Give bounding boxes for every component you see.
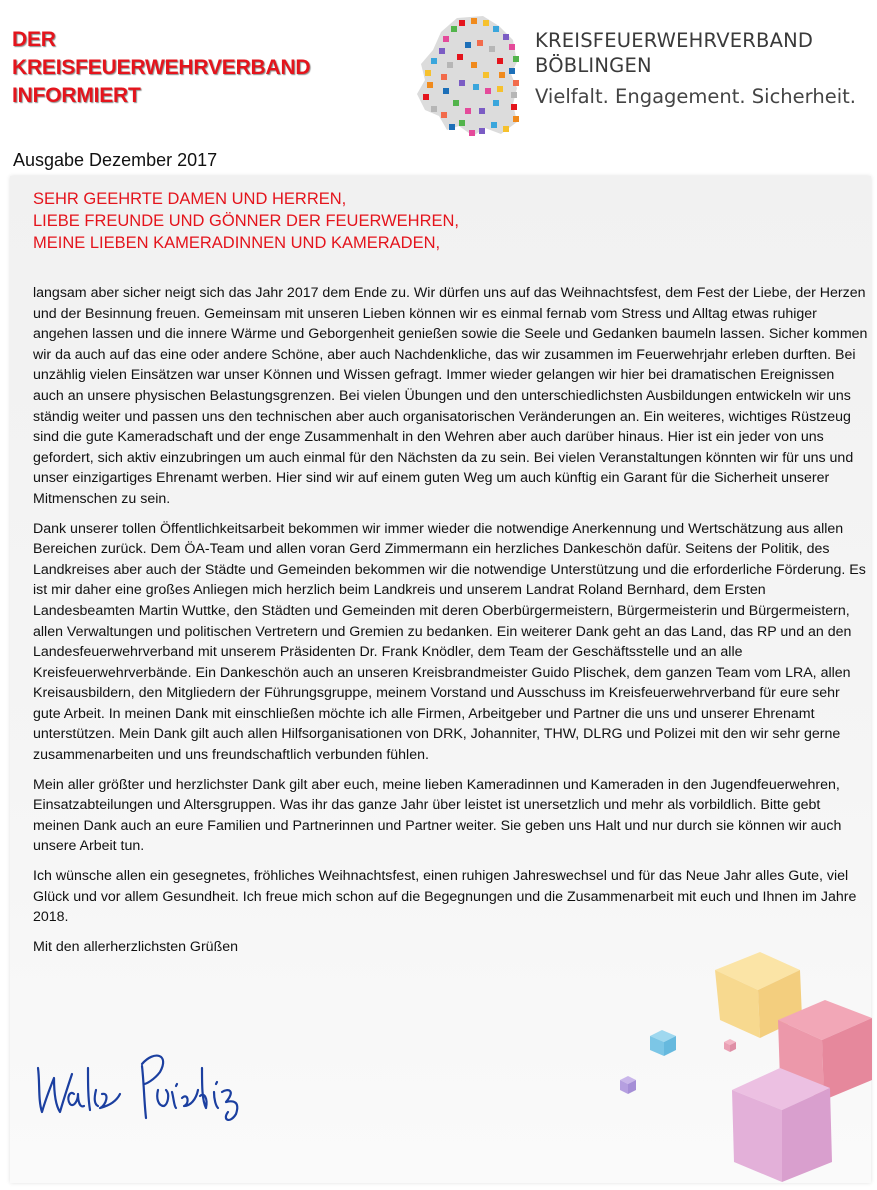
logo-square	[499, 72, 505, 78]
logo-square	[511, 104, 517, 110]
logo-square	[491, 122, 497, 128]
salutation-line-1: SEHR GEEHRTE DAMEN UND HERREN,	[33, 190, 347, 208]
logo-square	[471, 18, 477, 24]
handwritten-signature-icon	[30, 1028, 260, 1128]
logo-square	[503, 126, 509, 132]
paragraph-1: langsam aber sicher neigt sich das Jahr 2017 dem Ende zu. Wir dürfen uns auf das Weihnachtsfest, dem Fest der Liebe, der Herzen und der Besinnung freuen. Gemeinsam mit unseren Lieben können wir es einmal fernab vom Stress und Alltag etwas ruhiger angehen lassen und die innere Wärme und Geborgenheit genießen sowie die Seele und Gedanken baumeln lassen. Sicher kommen wir da auch auf das eine oder andere Schöne, aber auch Nachdenkliche, das wir zusammen im Feuerwehrjahr erleben durften. Bei unzählig vielen Einsätzen war unser Können und Wissen gefragt. Immer wieder gelangen wir hier bei dramatischen Ereignissen auch an unsere physischen Belastungsgrenzen. Bei vielen Übungen und den unterschiedlichsten Ausbildungen entwickeln wir uns ständig weiter und passen uns den technischen aber auch organisatorischen Veränderungen an. Ein weiteres, wichtiges Rüstzeug sind die gute Kameradschaft und der enge Zusammenhalt in den Wehren aber auch darüber hinaus. Hier ist ein jeder von uns gefordert, sich aktiv einzubringen um auch einmal für den Nächsten da zu sein. Bei vielen Veranstaltungen könnten wir für uns und unser einzigartiges Ehrenamt werben. Hier sind wir auf einem guten Weg um auch künftig ein Garant für die Sicherheit unserer Mitmenschen zu sein.	[33, 285, 868, 507]
logo-square	[477, 40, 483, 46]
logo-square	[497, 58, 503, 64]
logo-square	[465, 108, 471, 114]
salutation	[33, 188, 459, 254]
logo-square	[489, 46, 495, 52]
district-map-logo-icon	[413, 12, 525, 138]
logo-square	[479, 128, 485, 134]
logo-square	[471, 62, 477, 68]
logo-square	[459, 20, 465, 26]
salutation-line-2: LIEBE FREUNDE UND GÖNNER DER FEUERWEHREN,	[33, 212, 459, 230]
logo-square	[423, 94, 429, 100]
org-slogan: Vielfalt. Engagement. Sicherheit.	[535, 85, 856, 108]
logo-square	[509, 68, 515, 74]
logo-square	[513, 116, 519, 122]
logo-square	[479, 108, 485, 114]
logo-square	[509, 44, 515, 50]
logo-square	[443, 88, 449, 94]
logo-square	[459, 120, 465, 126]
issue-date: Ausgabe Dezember 2017	[13, 150, 218, 170]
logo-square	[503, 34, 509, 40]
newsletter-headline	[12, 26, 392, 110]
headline-line-3: INFORMIERT	[12, 84, 141, 107]
logo-square	[439, 48, 445, 54]
logo-square	[513, 56, 519, 62]
logo-square	[473, 84, 479, 90]
org-name-line-2: BÖBLINGEN	[535, 54, 652, 77]
letter-body	[33, 283, 868, 966]
logo-square	[459, 80, 465, 86]
logo-square	[451, 26, 457, 32]
logo-square	[497, 86, 503, 92]
logo-square	[513, 80, 519, 86]
paragraph-4: Ich wünsche allen ein gesegnetes, fröhliches Weihnachtsfest, einen ruhigen Jahreswechsel und für das Neue Jahr alles Gute, viel Glück und vor allem Gesundheit. Ich freue mich schon auf die Begegnungen und die Zusammenarbeit mit euch und Ihnen im Jahre 2018.	[33, 868, 857, 926]
logo-square	[465, 42, 471, 48]
salutation-line-3: MEINE LIEBEN KAMERADINNEN UND KAMERADEN,	[33, 234, 441, 252]
logo-square	[483, 72, 489, 78]
logo-square	[427, 82, 433, 88]
logo-square	[483, 20, 489, 26]
logo-square	[469, 130, 475, 136]
paragraph-2: Dank unserer tollen Öffentlichkeitsarbeit bekommen wir immer wieder die notwendige Anerkennung und Wertschätzung aus allen Bereichen zurück. Dem ÖA-Team und allen voran Gerd Zimmermann ein herzliches Dankeschön dafür. Seitens der Politik, des Landkreises aber auch der Städte und Gemeinden bekommen wir die notwendige Unterstützung und die erforderliche Förderung. Es ist mir daher eine großes Anliegen mich herzlich beim Landkreis und unserem Landrat Roland Bernhard, dem Ersten Landesbeamten Martin Wuttke, den Städten und Gemeinden mit deren Oberbürgermeistern, Bürgermeisterin und Bürgermeistern, allen Verwaltungen und politischen Vertretern und Gremien zu bedanken. Ein weiterer Dank geht an das Land, das RP und an den Landesfeuerwehrverband mit unserem Präsidenten Dr. Frank Knödler, dem Team der Geschäftsstelle und an alle Kreisfeuerwehrverbände. Ein Dankeschön auch an unseren Kreisbrandmeister Guido Plischek, dem ganzen Team vom LRA, allen Kreisausbildern, den Mitgliedern der Führungsgruppe, meinem Vorstand und Ausschuss im Kreisfeuerwehrverband für eure sehr gute Arbeit. In meinen Dank mit einschließen möchte ich alle Firmen, Arbeitgeber und Partner die uns und unserer Ehrenamt unterstützen. Mein Dank gilt auch allen Hilfsorganisationen von DRK, Johanniter, THW, DLRG und Polizei mit den wir sehr gerne zusammenarbeiten und uns freundschaftlich verbunden fühlen.	[33, 520, 866, 764]
logo-square	[441, 112, 447, 118]
closing-greeting: Mit den allerherzlichsten Grüßen	[33, 938, 239, 955]
logo-square	[493, 26, 499, 32]
logo-square	[431, 106, 437, 112]
decorative-cubes-icon	[610, 950, 875, 1185]
logo-square	[425, 70, 431, 76]
organization-wordmark	[535, 28, 856, 112]
paragraph-3: Mein aller größter und herzlichster Dank gilt aber euch, meine lieben Kameradinnen und Kameraden in den Jugendfeuerwehren, Einsatzabteilungen und Altersgruppen. Was ihr das ganze Jahr über leistet ist unersetzlich und mehr als vorbildlich. Bitte gebt meinen Dank auch an eure Familien und Partnerinnen und Partner weiter. Sie geben uns Halt und nur durch sie können wir auch unsere Arbeit tun.	[33, 776, 842, 855]
logo-square	[457, 54, 463, 60]
org-name-line-1: KREISFEUERWEHRVERBAND	[535, 29, 814, 52]
logo-square	[449, 124, 455, 130]
logo-square	[431, 58, 437, 64]
logo-square	[511, 92, 517, 98]
headline-line-2: KREISFEUERWEHRVERBAND	[12, 56, 311, 79]
logo-square	[493, 100, 499, 106]
logo-square	[447, 62, 453, 68]
headline-line-1: DER	[12, 28, 56, 51]
logo-square	[441, 74, 447, 80]
logo-square	[453, 100, 459, 106]
logo-square	[443, 36, 449, 42]
logo-square	[485, 88, 491, 94]
